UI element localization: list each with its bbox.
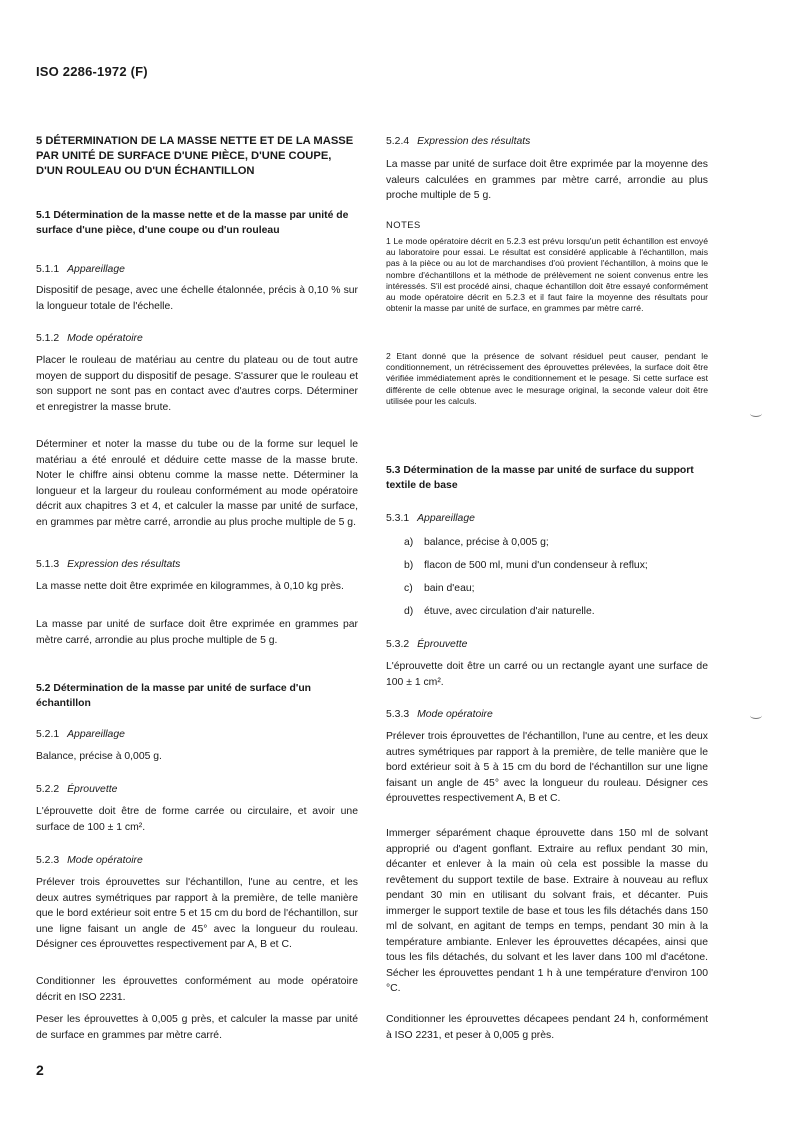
section-5-3-1-heading (386, 511, 708, 526)
list-item (404, 558, 704, 573)
list-item (404, 581, 704, 596)
paragraph: Déterminer et noter la masse du tube ou de la forme sur lequel le matériau a été enroulé et déduire cette masse de la masse brute. Noter le chiffre ainsi obtenu comme la masse nette. Déterminer la longueur et la largeur du rouleau conformément au mode opératoire décrit aux chapitres 3 et 4, et calculer la masse par unité de surface, en grammes par mètre carré, arrondie au plus proche multiple de 5 g. (36, 439, 358, 528)
section-5-2-2-heading (36, 782, 358, 797)
section-title: Éprouvette (67, 784, 118, 795)
section-number: 5.1.3 (36, 559, 60, 570)
page-number: 2 (36, 1062, 44, 1078)
section-5-2-1-heading (36, 727, 358, 742)
paragraph: Placer le rouleau de matériau au centre du plateau ou de tout autre moyen de support du dispositif de pesage. S'assurer que le rouleau et son support ne sont pas en contact avec d'autres corps. Déterminer et enregistrer la masse brute. (36, 355, 358, 413)
section-number: 5.3.2 (386, 639, 410, 650)
paragraph: Conditionner les éprouvettes décapees pendant 24 h, conformément à ISO 2231, et peser à 0,005 g près. (386, 1014, 708, 1041)
section-title: Mode opératoire (67, 333, 143, 344)
list-marker: c) (404, 583, 413, 594)
section-number: 5.3.3 (386, 709, 410, 720)
notes-heading: NOTES (386, 219, 421, 230)
section-number: 5.1.1 (36, 264, 60, 275)
section-5-2-4-heading (386, 134, 708, 149)
section-title: Mode opératoire (67, 855, 143, 866)
paragraph: La masse par unité de surface doit être exprimée par la moyenne des valeurs calculées en grammes par mètre carré, arrondie au plus proche multiple de 5 g. (386, 159, 708, 201)
paragraph: La masse nette doit être exprimée en kilogrammes, à 0,10 kg près. (36, 581, 344, 592)
list-item-text: flacon de 500 ml, muni d'un condenseur à reflux; (424, 560, 648, 571)
paragraph: Peser les éprouvettes à 0,005 g près, et calculer la masse par unité de surface en grammes par mètre carré. (36, 1014, 358, 1041)
section-title: Expression des résultats (417, 136, 531, 147)
section-5-2-3-heading (36, 853, 358, 868)
section-5-1-1-heading (36, 262, 358, 277)
paragraph: L'éprouvette doit être de forme carrée ou circulaire, et avoir une surface de 100 ± 1 cm². (36, 806, 358, 833)
list-marker: b) (404, 560, 414, 571)
section-5-3-2-heading (386, 637, 708, 652)
section-title: Appareillage (67, 264, 125, 275)
section-5-2-heading: 5.2 Détermination de la masse par unité de surface d'un échantillon (36, 683, 312, 709)
list-item-text: bain d'eau; (424, 583, 475, 594)
list-item (404, 535, 704, 550)
section-title: Appareillage (417, 513, 475, 524)
margin-mark (750, 712, 762, 719)
paragraph: Prélever trois éprouvettes sur l'échantillon, l'une au centre, et les deux autres symétriques par rapport à la première, de telle manière que le bord extérieur soit entre 5 et 15 cm du bord de l'échantillon, sur une ligne faisant un angle de 45° avec la longueur du rouleau. Désigner ces éprouvettes respectivement par A, B et C. (36, 877, 358, 950)
section-5-1-heading: 5.1 Détermination de la masse nette et de la masse par unité de surface d'une pièce, d'une coupe ou d'un rouleau (36, 210, 349, 236)
document-header: ISO 2286-1972 (F) (36, 64, 148, 79)
paragraph: La masse par unité de surface doit être exprimée en grammes par mètre carré, arrondie au plus proche multiple de 5 g. (36, 619, 358, 646)
section-title: Expression des résultats (67, 559, 181, 570)
margin-mark (750, 410, 762, 417)
section-number: 5.2.3 (36, 855, 60, 866)
list-marker: a) (404, 537, 414, 548)
paragraph: Dispositif de pesage, avec une échelle étalonnée, précis à 0,10 % sur la longueur totale de l'échelle. (36, 285, 358, 312)
section-number: 5.2.2 (36, 784, 60, 795)
note-1: 1 Le mode opératoire décrit en 5.2.3 est prévu lorsqu'un petit échantillon est envoyé au laboratoire pour essai. Le résultat est considéré applicable à l'échantillon, mais pas à la pièce ou au lot de marchandises d'où provient l'échantillon, à moins que le nombre d'échantillons et la méthode de prélèvement ne soient convenus entre les intéressés. S'il est procédé ainsi, chaque échantillon doit être essayé conformément au mode opératoire décrit en 5.2.3 et il faut faire la moyenne des résultats pour obtenir la masse par unité de surface, en grammes par mètre carré. (386, 236, 708, 314)
list-item-text: balance, précise à 0,005 g; (424, 537, 549, 548)
section-number: 5.3.1 (386, 513, 410, 524)
section-title: Mode opératoire (417, 709, 493, 720)
paragraph: Conditionner les éprouvettes conformément au mode opératoire décrit en ISO 2231. (36, 976, 358, 1003)
section-5-heading: 5 DÉTERMINATION DE LA MASSE NETTE ET DE LA MASSE PAR UNITÉ DE SURFACE D'UNE PIÈCE, D'UNE COUPE, D'UN ROULEAU OU D'UN ÉCHANTILLON (36, 135, 354, 177)
section-title: Appareillage (67, 729, 125, 740)
section-title: Éprouvette (417, 639, 468, 650)
note-2: 2 Etant donné que la présence de solvant résiduel peut causer, pendant le conditionnement, un rétrécissement des éprouvettes prélevées, la surface doit être vérifiée immédiatement après le conditionnement et le pesage. Si cette surface est différente de celle obtenue avec le mesurage original, la seconde valeur doit être utilisée pour les calculs. (386, 351, 708, 406)
list-item (404, 604, 704, 619)
section-number: 5.1.2 (36, 333, 60, 344)
section-5-3-3-heading (386, 707, 708, 722)
list-marker: d) (404, 606, 414, 617)
section-number: 5.2.4 (386, 136, 410, 147)
paragraph: Balance, précise à 0,005 g. (36, 751, 162, 762)
paragraph: L'éprouvette doit être un carré ou un rectangle ayant une surface de 100 ± 1 cm². (386, 661, 708, 688)
paragraph: Immerger séparément chaque éprouvette dans 150 ml de solvant approprié ou d'agent gonflant. Extraire au reflux pendant 30 min, décanter et enlever à la main où cela est possible la masse du revêtement du support textile de base. Extraire à nouveau au reflux pendant 30 min en utilisant du solvant frais, et décanter. Puis immerger le support textile de base et tous les fils détachés dans 150 ml de solvant, en agitant de temps en temps, pendant 30 min à la température ambiante. Enlever les éprouvettes décapées, ainsi que tous les fils détachés, du solvant et les laver dans 100 ml d'acétone. Sécher les éprouvettes pendant 1 h à une température d'environ 100 °C. (386, 828, 708, 994)
list-item-text: étuve, avec circulation d'air naturelle. (424, 606, 595, 617)
section-5-1-2-heading (36, 331, 358, 346)
section-5-3-heading: 5.3 Détermination de la masse par unité de surface du support textile de base (386, 465, 694, 491)
section-number: 5.2.1 (36, 729, 60, 740)
paragraph: Prélever trois éprouvettes de l'échantillon, l'une au centre, et les deux autres symétriques par rapport à la première, de telle manière que le bord extérieur soit à 5 à 15 cm du bord de l'échantillon sur une ligne faisant un angle de 45° avec la longueur du rouleau. Désigner ces éprouvettes respectivement A, B et C. (386, 731, 708, 804)
section-5-1-3-heading (36, 557, 358, 572)
